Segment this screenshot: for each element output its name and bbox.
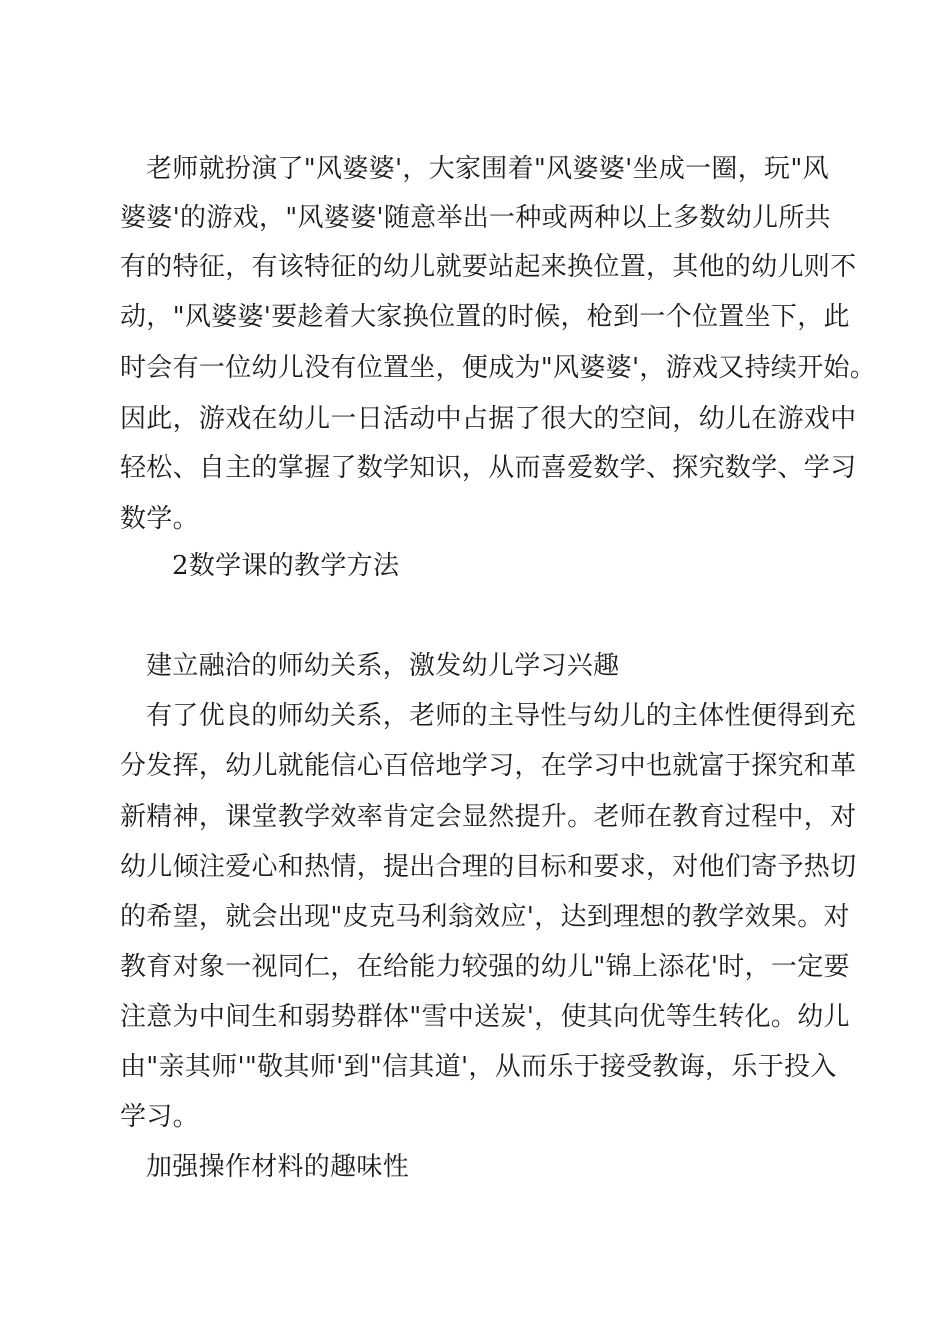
text-line: 时会有一位幼儿没有位置坐，便成为"风婆婆'，游戏又持续开始。	[120, 353, 877, 383]
text-line: 教育对象一视同仁，在给能力较强的幼儿"锦上添花'时，一定要	[120, 952, 850, 982]
subheading: 建立融洽的师幼关系，激发幼儿学习兴趣	[146, 651, 620, 681]
text-line: 由"亲其师'"敬其师'到"信其道'，从而乐于接受教诲，乐于投入	[120, 1052, 837, 1082]
text-line: 的希望，就会出现"皮克马利翁效应'，达到理想的教学效果。对	[120, 902, 850, 932]
subheading: 加强操作材料的趣味性	[146, 1152, 410, 1182]
text-line: 轻松、自主的掌握了数学知识，从而喜爱数学、探究数学、学习	[120, 453, 857, 483]
text-line: 婆婆'的游戏，"风婆婆'随意举出一种或两种以上多数幼儿所共	[120, 203, 831, 233]
text-line: 老师就扮演了"风婆婆'，大家围着"风婆婆'坐成一圈，玩"风	[146, 154, 829, 184]
text-line: 动，"风婆婆'要趁着大家换位置的时候，枪到一个位置坐下，此	[120, 302, 850, 332]
text-line: 学习。	[120, 1102, 199, 1132]
text-line: 有了优良的师幼关系，老师的主导性与幼儿的主体性便得到充	[146, 701, 857, 731]
text-line: 有的特征，有该特征的幼儿就要站起来换位置，其他的幼儿则不	[120, 252, 857, 282]
section-heading: 2数学课的教学方法	[172, 551, 400, 581]
text-line: 幼儿倾注爱心和热情，提出合理的目标和要求，对他们寄予热切	[120, 852, 857, 882]
text-line: 分发挥，幼儿就能信心百倍地学习，在学习中也就富于探究和革	[120, 751, 857, 781]
text-line: 因此，游戏在幼儿一日活动中占据了很大的空间，幼儿在游戏中	[120, 404, 857, 434]
text-line: 注意为中间生和弱势群体"雪中送炭'，使其向优等生转化。幼儿	[120, 1002, 850, 1032]
text-line: 新精神，课堂教学效率肯定会显然提升。老师在教育过程中，对	[120, 802, 857, 832]
text-line: 数学。	[120, 504, 199, 534]
